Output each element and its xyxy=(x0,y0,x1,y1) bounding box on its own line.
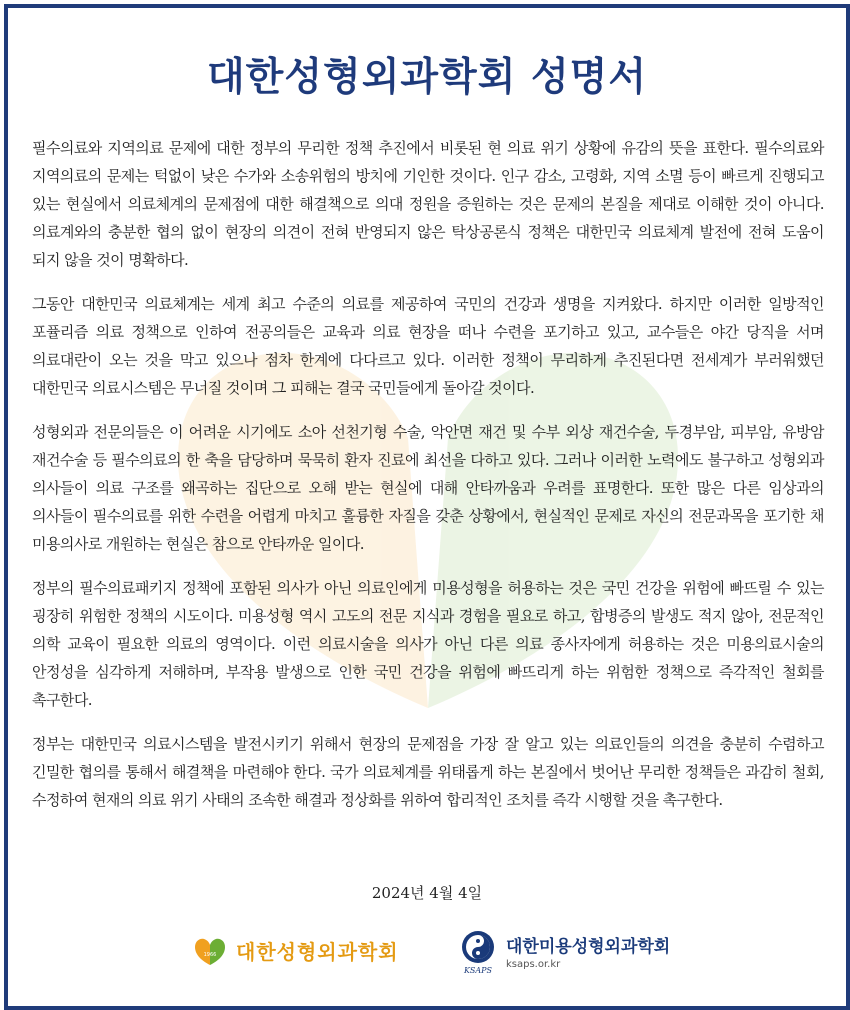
ksaps-mark: KSAPS xyxy=(463,966,493,975)
paragraph-2: 그동안 대한민국 의료체계는 세계 최고 수준의 의료를 제공하여 국민의 건강과 생명을 지켜왔다. 하지만 이러한 일방적인 포퓰리즘 의료 정책으로 인하여 전공의들은 교육과 의료 현장을 떠나 수련을 포기하고 있고, 교수들은 야간 당직을 서며 의료대란이 오는 것을 막고 있으나 점차 한계에 다다르고 있다. 이러한 정책이 무리하게 추진된다면 전세계가 부러워했던 대한민국 의료시스템은 무너질 것이며 그 피해는 결국 국민들에게 돌아갈 것이다. xyxy=(32,295,824,397)
page-title: 대한성형외과학회 성명서 xyxy=(207,55,647,100)
paragraph-3: 성형외과 전문의들은 이 어려운 시기에도 소아 선천기형 수술, 악안면 재건 및 수부 외상 재건수술, 두경부암, 피부암, 유방암 재건수술 등 필수의료의 한 축을 담당하며 묵묵히 환자 진료에 최선을 다하고 있다. 그러나 이러한 노력에도 불구하고 성형외과 의사들이 의료 구조를 왜곡하는 집단으로 오해 받는 현실에 대해 안타까움과 우려를 표명한다. 또한 많은 다른 임상과의 의사들이 필수의료를 위한 수련을 어렵게 마치고 훌륭한 자질을 갖춘 상황에서, 현실적인 문제로 자신의 전문과목을 포기한 채 미용의사로 개원하는 현실은 참으로 안타까운 일이다. xyxy=(32,423,824,553)
paragraph-4: 정부의 필수의료패키지 정책에 포함된 의사가 아닌 의료인에게 미용성형을 허용하는 것은 국민 건강을 위험에 빠뜨릴 수 있는 굉장히 위험한 정책의 시도이다. 미용성형 역시 고도의 전문 지식과 경험을 필요로 하고, 합병증의 발생도 적지 않아, 전문적인 의학 교육이 필요한 의료의 영역이다. 이런 의료시술을 의사가 아닌 다른 의료 종사자에게 허용하는 것은 미용의료시술의 안정성을 심각하게 저해하며, 부작용 발생으로 인한 국민 건강을 위험에 빠뜨리게 하는 위험한 정책으로 즉각적인 철회를 촉구한다. xyxy=(32,579,824,709)
statement-date: 2024년 4월 4일 xyxy=(371,884,483,902)
ksaps-logo xyxy=(456,926,670,976)
statement-body xyxy=(32,134,824,830)
kspras-logo-name: 대한성형외과학회 xyxy=(236,939,399,964)
paragraph-5: 정부는 대한민국 의료시스템을 발전시키기 위해서 현장의 문제점을 가장 잘 알고 있는 의료인들의 의견을 충분히 수렴하고 긴밀한 협의를 통해서 해결책을 마련해야 한다. 국가 의료체계를 위태롭게 하는 본질에서 벗어난 무리한 정책들은 과감히 철회, 수정하여 현재의 의료 위기 사태의 조속한 해결과 정상화를 위하여 합리적인 조치를 즉각 시행할 것을 촉구한다. xyxy=(32,735,824,809)
paragraph-1: 필수의료와 지역의료 문제에 대한 정부의 무리한 정책 추진에서 비롯된 현 의료 위기 상황에 유감의 뜻을 표한다. 필수의료와 지역의료의 문제는 턱없이 낮은 수가와 소송위험의 방치에 기인한 것이다. 인구 감소, 고령화, 지역 소멸 등이 빠르게 진행되고 있는 현실에서 의료체계의 문제점에 대한 해결책으로 의대 정원을 증원하는 것은 문제의 본질을 제대로 이해한 것이 아니다. 의료계와의 충분한 협의 없이 현장의 의견이 전혀 반영되지 않은 탁상공론식 정책은 대한민국 의료체계 발전에 전혀 도움이 되지 않을 것이 명확하다. xyxy=(32,139,824,269)
heart-logo-icon xyxy=(192,932,228,968)
ksaps-logo-url: ksaps.or.kr xyxy=(506,959,561,970)
statement-frame xyxy=(4,4,850,1010)
ksaps-logo-name: 대한미용성형외과학회 xyxy=(506,937,671,957)
ksaps-emblem-icon xyxy=(456,927,500,975)
logo-year: 1966 xyxy=(203,952,217,958)
kspras-logo xyxy=(192,930,399,970)
